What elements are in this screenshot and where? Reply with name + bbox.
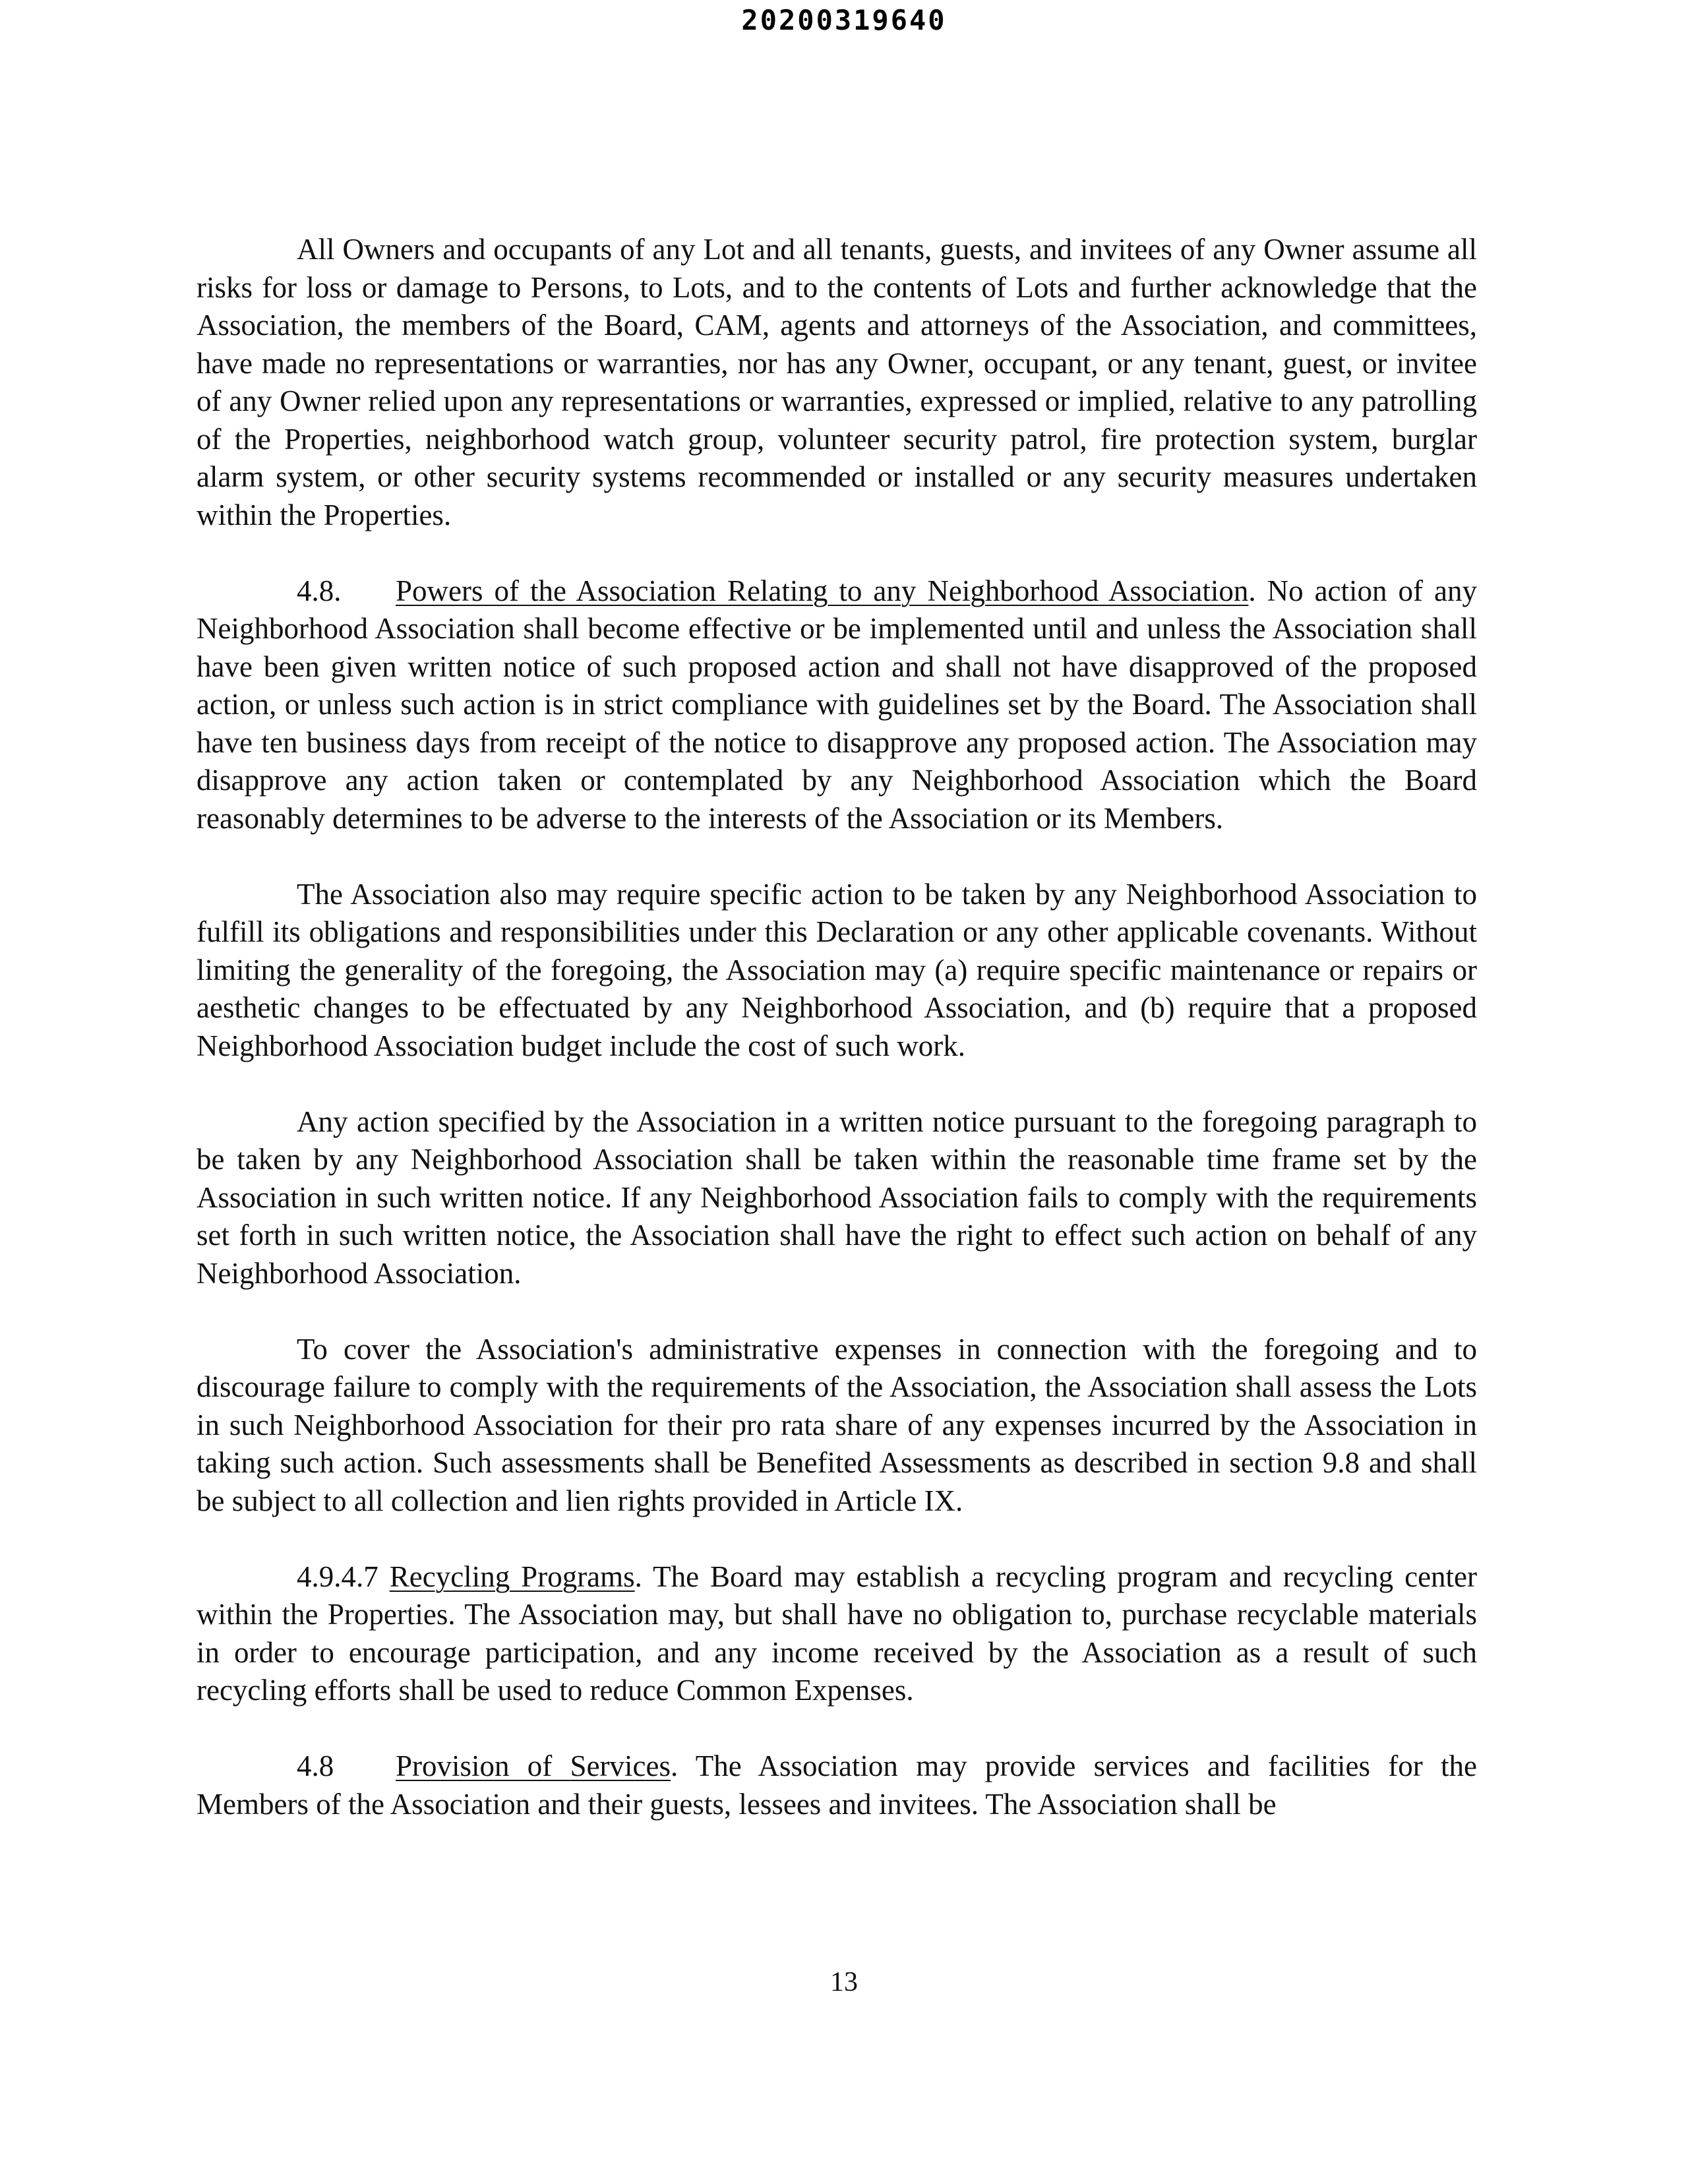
paragraph-text: To cover the Association's administrative expenses in connection with the foregoing and to discourage failure to comply with the requirements of the Association, the Association shall assess the Lots in such Neighborhood Association for their pro rata share of any expenses incurred by the Association in taking such action. Such assessments shall be Benefited Assessments as described in section 9.8 and shall be subject to all collection and lien rights provided in Article IX. — [196, 1332, 1477, 1517]
section-heading: Provision of Services — [396, 1749, 671, 1782]
paragraph-text: Any action specified by the Association in a written notice pursuant to the foregoing paragraph to be taken by any Neighborhood Association shall be taken within the reasonable time frame set by the Association in such written notice. If any Neighborhood Association fails to comply with the requirements set forth in such written notice, the Association shall have the right to effect such action on behalf of any Neighborhood Association. — [196, 1105, 1477, 1290]
paragraph-action-specified — [196, 1103, 1477, 1293]
paragraph-text: All Owners and occupants of any Lot and all tenants, guests, and invitees of any Owner assume all risks for loss or damage to Persons, to Lots, and to the contents of Lots and further acknowledge that the Association, the members of the Board, CAM, agents and attorneys of the Association, and committees, have made no representations or warranties, nor has any Owner, occupant, or any tenant, guest, or invitee of any Owner relied upon any representations or warranties, expressed or implied, relative to any patrolling of the Properties, neighborhood watch group, volunteer security patrol, fire protection system, burglar alarm system, or other security systems recommended or installed or any security measures undertaken within the Properties. — [196, 233, 1477, 531]
section-4-8-provision-of-services — [196, 1747, 1477, 1823]
section-4-8-powers-neighborhood-association — [196, 572, 1477, 838]
section-number: 4.9.4.7 — [297, 1560, 378, 1593]
paragraph-security-disclaimer — [196, 231, 1477, 534]
page-number: 13 — [830, 1967, 858, 1997]
section-number: 4.8. — [297, 574, 342, 607]
section-heading: Powers of the Association Relating to any Neighborhood Association — [396, 574, 1249, 607]
document-number: 20200319640 — [741, 4, 947, 36]
section-number: 4.8 — [297, 1749, 334, 1782]
paragraph-administrative-expenses — [196, 1331, 1477, 1521]
section-heading: Recycling Programs — [389, 1560, 635, 1593]
document-body — [196, 231, 1477, 1823]
paragraph-specific-action — [196, 876, 1477, 1066]
paragraph-text: The Association also may require specific action to be taken by any Neighborhood Association to fulfill its obligations and responsibilities under this Declaration or any other applicable covenants. Without limiting the generality of the foregoing, the Association may (a) require specific maintenance or repairs or aesthetic changes to be effectuated by any Neighborhood Association, and (b) require that a proposed Neighborhood Association budget include the cost of such work. — [196, 877, 1477, 1062]
paragraph-text: . The Association may provide services and facilities for the Members of the Association and their guests, lessees and invitees. The Association shall be — [196, 1749, 1477, 1821]
paragraph-text: . No action of any Neighborhood Association shall become effective or be implemented until and unless the Association shall have been given written notice of such proposed action and shall not have disapproved of the proposed action, or unless such action is in strict compliance with guidelines set by the Board. The Association shall have ten business days from receipt of the notice to disapprove any proposed action. The Association may disapprove any action taken or contemplated by any Neighborhood Association which the Board reasonably determines to be adverse to the interests of the Association or its Members. — [196, 574, 1477, 835]
paragraph-text: . The Board may establish a recycling program and recycling center within the Properties. The Association may, but shall have no obligation to, purchase recyclable materials in order to encourage participation, and any income received by the Association as a result of such recycling efforts shall be used to reduce Common Expenses. — [196, 1560, 1477, 1707]
section-4-9-4-7-recycling-programs — [196, 1558, 1477, 1710]
